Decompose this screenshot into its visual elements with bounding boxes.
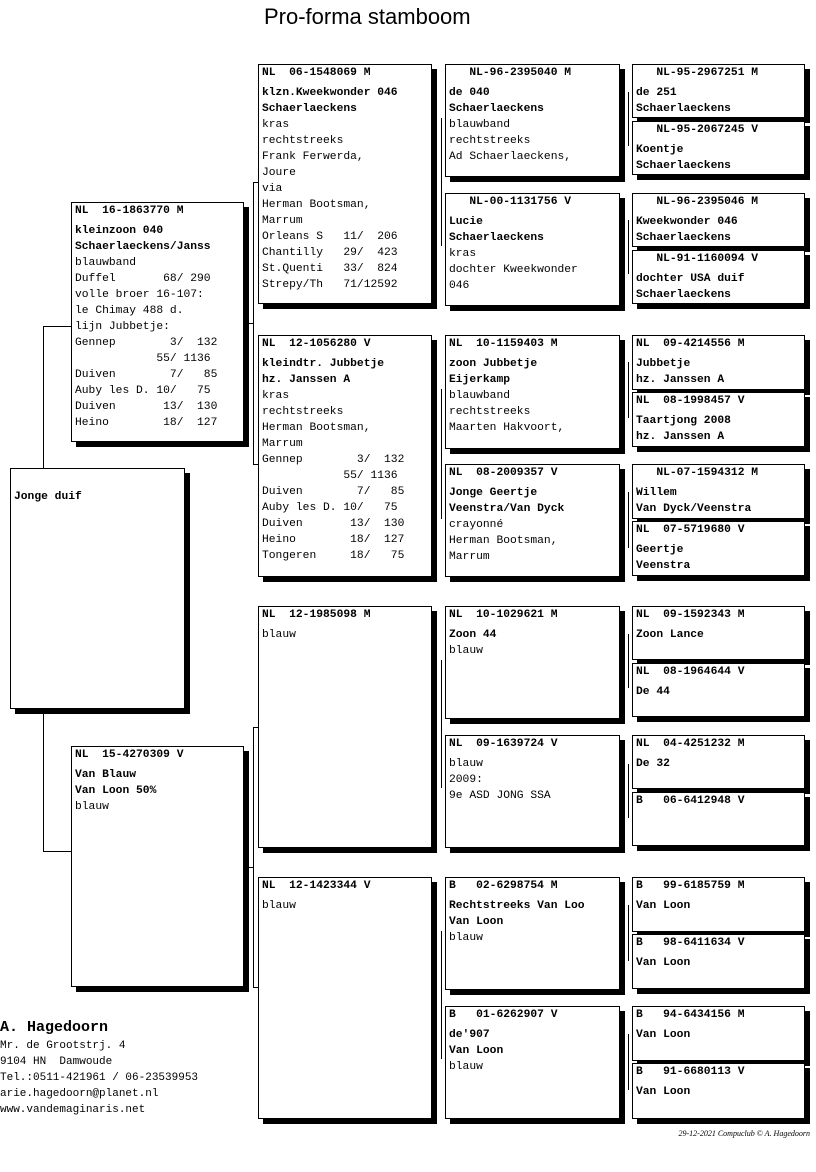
gen5-box[interactable] [632,464,805,519]
ring-number: NL 10-1029621 M [449,609,558,621]
pigeon-breeder: Van Loon [636,1086,691,1098]
info-line: rechtstreeks [262,406,344,418]
gen5-box[interactable] [632,735,805,789]
info-line: Frank Ferwerda, [262,151,364,163]
connector [628,764,629,818]
dam-box[interactable] [71,746,244,987]
connector [628,92,629,146]
pigeon-breeder: Schaerlaeckens [449,103,544,115]
info-line: Duiven 13/ 130 [75,401,218,413]
ring-number: B 99-6185759 M [636,880,745,892]
ring-number: NL 08-1964644 V [636,666,745,678]
connector [441,389,442,519]
connector [628,634,629,688]
pigeon-breeder: Veenstra [636,560,691,572]
pigeon-breeder: Eijerkamp [449,374,511,386]
info-line: dochter Kweekwonder [449,264,578,276]
page-title: Pro-forma stamboom [264,4,471,29]
info-line: Strepy/Th 71/12592 [262,279,398,291]
ring-number: NL 12-1056280 V [262,338,371,350]
info-line: Gennep 3/ 132 [262,454,405,466]
connector [628,905,629,961]
pigeon-name: Van Blauw [75,769,137,781]
gen4-box[interactable] [445,735,620,848]
ring-number: NL 12-1985098 M [262,609,371,621]
gen5-box[interactable] [632,193,805,247]
info-line: Duiven 13/ 130 [262,518,405,530]
pigeon-breeder: Schaerlaeckens [262,103,357,115]
ring-number: NL 04-4251232 M [636,738,745,750]
ring-number: NL-96-2395046 M [636,196,759,208]
owner-phone: Tel.:0511-421961 / 06-23539953 [0,1072,199,1084]
pigeon-breeder: Schaerlaeckens/Janss [75,241,211,253]
pigeon-name: Rechtstreeks Van Loo [449,900,585,912]
gen4-box[interactable] [445,64,620,177]
connector [628,1034,629,1090]
ring-number: NL 07-5719680 V [636,524,745,536]
info-line: Joure [262,167,296,179]
gen4-box[interactable] [445,335,620,449]
ring-number: NL 08-2009357 V [449,467,558,479]
pigeon-breeder: Schaerlaeckens [636,160,731,172]
info-line: Duiven 7/ 85 [262,486,405,498]
ring-number: NL 12-1423344 V [262,880,371,892]
gen5-box[interactable] [632,250,805,304]
pigeon-name: de 040 [449,87,490,99]
ring-number: B 98-6411634 V [636,937,745,949]
gen4-box[interactable] [445,877,620,990]
info-line: blauw [449,932,483,944]
ring-number: NL 10-1159403 M [449,338,558,350]
pigeon-breeder: Van Loon [636,957,691,969]
pigeon-name: Zoon Lance [636,629,704,641]
owner-address: Mr. de Grootstrj. 4 [0,1040,126,1052]
info-line: rechtstreeks [449,135,531,147]
info-line: Gennep 3/ 132 [75,337,218,349]
footer-credit: 29-12-2021 Compuclub © A. Hagedoorn [678,1129,810,1138]
pigeon-name: zoon Jubbetje [449,358,538,370]
info-line: Heino 18/ 127 [262,534,405,546]
gen5-box[interactable] [632,1063,805,1119]
ring-number: B 91-6680113 V [636,1066,745,1078]
info-line: Herman Bootsman, [449,535,558,547]
pigeon-breeder: hz. Janssen A [636,431,725,443]
gen4-box[interactable] [445,464,620,577]
gen5-box[interactable] [632,663,805,717]
ring-number: B 02-6298754 M [449,880,558,892]
gen5-box[interactable] [632,877,805,932]
gen5-box[interactable] [632,1006,805,1061]
info-line: Herman Bootsman, [262,422,371,434]
info-line: blauwband [75,257,137,269]
owner-block [0,1018,198,1118]
ring-number: NL 09-4214556 M [636,338,745,350]
info-line: rechtstreeks [262,135,344,147]
gen5-box[interactable] [632,392,805,447]
ring-number: NL 06-1548069 M [262,67,371,79]
info-line: lijn Jubbetje: [75,321,170,333]
gen4-box[interactable] [445,1006,620,1119]
connector [253,727,254,987]
info-line: rechtstreeks [449,406,531,418]
ring-number: NL-91-1160094 V [636,253,759,265]
pigeon-name: dochter USA duif [636,273,745,285]
info-line: blauwband [449,119,511,131]
info-line: Auby les D. 10/ 75 [262,502,398,514]
pigeon-name: de'907 [449,1029,490,1041]
subject-box[interactable] [10,468,185,709]
connector [43,326,71,327]
ring-number: B 94-6434156 M [636,1009,745,1021]
pigeon-name: Lucie [449,216,483,228]
grandsire-sire-box[interactable] [258,64,432,304]
info-line: Tongeren 18/ 75 [262,550,405,562]
ring-number: NL 16-1863770 M [75,205,184,217]
info-line: kras [449,248,477,260]
info-line: crayonné [449,519,504,531]
info-line: blauw [449,758,483,770]
ring-number: NL 15-4270309 V [75,749,184,761]
pigeon-breeder: Van Loon [636,1029,691,1041]
owner-email[interactable]: arie.hagedoorn@planet.nl [0,1088,159,1100]
gen4-box[interactable] [445,606,620,719]
info-line: via [262,183,283,195]
info-line: Orleans S 11/ 206 [262,231,398,243]
grandsire-dam-box[interactable] [258,335,432,577]
info-line: blauwband [449,390,511,402]
info-line: Herman Bootsman, [262,199,371,211]
connector [43,326,44,468]
ring-number: NL-95-2967251 M [636,67,759,79]
gen5-box[interactable] [632,121,805,175]
info-line: Duiven 7/ 85 [75,369,218,381]
connector [441,118,442,246]
info-line: blauw [75,801,109,813]
info-line: Marrum [449,551,490,563]
info-line: 9e ASD JONG SSA [449,790,551,802]
gen5-box[interactable] [632,64,805,118]
connector [628,492,629,548]
pigeon-breeder: Van Dyck/Veenstra [636,503,752,515]
granddam-sire-box[interactable] [258,606,432,848]
pigeon-breeder: hz. Janssen A [262,374,351,386]
gen5-box[interactable] [632,335,805,390]
info-line: St.Quenti 33/ 824 [262,263,398,275]
connector [43,851,71,852]
pigeon-name: Taartjong 2008 [636,415,731,427]
pigeon-name: Zoon 44 [449,629,497,641]
info-line: blauw [262,900,296,912]
info-line: kras [262,390,290,402]
info-line: 55/ 1136 [75,353,211,365]
info-line: Heino 18/ 127 [75,417,218,429]
pigeon-name: klzn.Kweekwonder 046 [262,87,398,99]
subject-label: Jonge duif [14,491,82,503]
ring-number: NL 09-1592343 M [636,609,745,621]
pigeon-name: Willem [636,487,677,499]
pigeon-breeder: Schaerlaeckens [449,232,544,244]
info-line: Auby les D. 10/ 75 [75,385,211,397]
info-line: blauw [449,1061,483,1073]
info-line: Chantilly 29/ 423 [262,247,398,259]
info-line: 046 [449,280,470,292]
pigeon-name: De 32 [636,758,670,770]
info-line: blauw [262,629,296,641]
info-line: 55/ 1136 [262,470,398,482]
pigeon-breeder: hz. Janssen A [636,374,725,386]
pigeon-name: de 251 [636,87,677,99]
pigeon-breeder: Schaerlaeckens [636,103,731,115]
info-line: Maarten Hakvoort, [449,422,565,434]
ring-number: NL-96-2395040 M [449,67,572,79]
info-line: Marrum [262,438,303,450]
pigeon-name: Jubbetje [636,358,691,370]
connector [253,182,254,464]
connector [243,323,253,324]
ring-number: NL-07-1594312 M [636,467,759,479]
connector [628,362,629,418]
pigeon-breeder: Veenstra/Van Dyck [449,503,565,515]
ring-number: B 06-6412948 V [636,795,745,807]
ring-number: B 01-6262907 V [449,1009,558,1021]
ring-number: NL-00-1131756 V [449,196,572,208]
pigeon-breeder: Van Loon 50% [75,785,157,797]
pigeon-breeder: Schaerlaeckens [636,289,731,301]
pigeon-breeder: Van Loon [636,900,691,912]
owner-website[interactable]: www.vandemaginaris.net [0,1104,146,1116]
pigeon-name: Jonge Geertje [449,487,538,499]
info-line: kras [262,119,290,131]
owner-city: 9104 HN Damwoude [0,1056,113,1068]
info-line: 2009: [449,774,483,786]
connector [441,931,442,1059]
ring-number: NL-95-2067245 V [636,124,759,136]
info-line: Ad Schaerlaeckens, [449,151,572,163]
pigeon-name: Kweekwonder 046 [636,216,738,228]
pigeon-breeder: Van Loon [449,1045,504,1057]
pigeon-breeder: Schaerlaeckens [636,232,731,244]
pigeon-name: kleinzoon 040 [75,225,164,237]
ring-number: NL 09-1639724 V [449,738,558,750]
gen5-box[interactable] [632,792,805,846]
gen5-box[interactable] [632,521,805,576]
connector [243,867,253,868]
gen5-box[interactable] [632,934,805,989]
info-line: Duffel 68/ 290 [75,273,211,285]
pigeon-name: Koentje [636,144,684,156]
gen4-box[interactable] [445,193,620,306]
info-line: le Chimay 488 d. [75,305,184,317]
gen5-box[interactable] [632,606,805,660]
info-line: blauw [449,645,483,657]
owner-name: A. Hagedoorn [0,1019,109,1036]
pigeon-name: De 44 [636,686,670,698]
pigeon-name: Geertje [636,544,684,556]
granddam-dam-box[interactable] [258,877,432,1119]
connector [43,709,44,851]
ring-number: NL 08-1998457 V [636,395,745,407]
pigeon-name: kleindtr. Jubbetje [262,358,385,370]
pigeon-breeder: Van Loon [449,916,504,928]
info-line: Marrum [262,215,303,227]
sire-box[interactable] [71,202,244,442]
connector [628,220,629,274]
info-line: volle broer 16-107: [75,289,204,301]
connector [441,660,442,788]
